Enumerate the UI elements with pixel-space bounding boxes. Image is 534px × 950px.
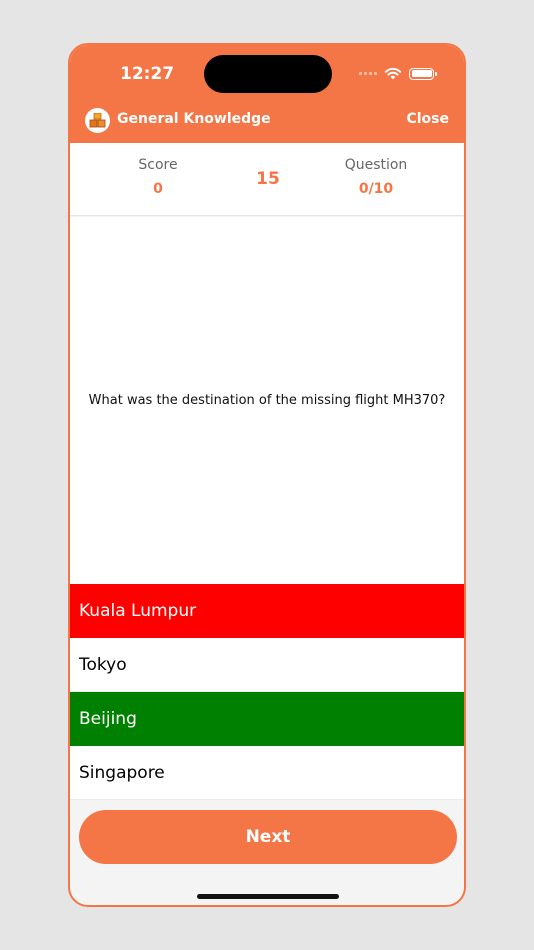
header	[70, 45, 464, 143]
question-area	[70, 217, 464, 584]
phone-frame	[68, 43, 466, 907]
answer-option[interactable]: Beijing	[70, 692, 464, 746]
answer-option[interactable]: Tokyo	[70, 638, 464, 692]
next-button[interactable]: Next	[79, 810, 457, 864]
cellular-signal-icon	[359, 72, 377, 75]
question-stat	[316, 157, 436, 197]
dynamic-island	[204, 55, 332, 93]
countdown-timer: 15	[256, 169, 280, 189]
question-progress: 0/10	[358, 181, 394, 197]
status-icons	[359, 67, 434, 80]
close-button[interactable]: Close	[406, 111, 449, 127]
stats-bar	[70, 143, 464, 216]
answer-list	[70, 584, 464, 800]
score-value: 0	[153, 181, 163, 197]
question-label: Question	[344, 157, 408, 173]
battery-icon	[409, 68, 434, 80]
stacked-boxes-icon	[85, 108, 110, 133]
answer-option[interactable]: Singapore	[70, 746, 464, 800]
wifi-icon	[384, 67, 402, 80]
answer-option[interactable]: Kuala Lumpur	[70, 584, 464, 638]
score-label: Score	[138, 157, 178, 173]
question-text: What was the destination of the missing flight MH370?	[88, 393, 446, 408]
status-time: 12:27	[120, 64, 175, 84]
quiz-title: General Knowledge	[117, 111, 271, 127]
home-indicator[interactable]	[197, 894, 339, 899]
score-stat	[98, 157, 218, 197]
